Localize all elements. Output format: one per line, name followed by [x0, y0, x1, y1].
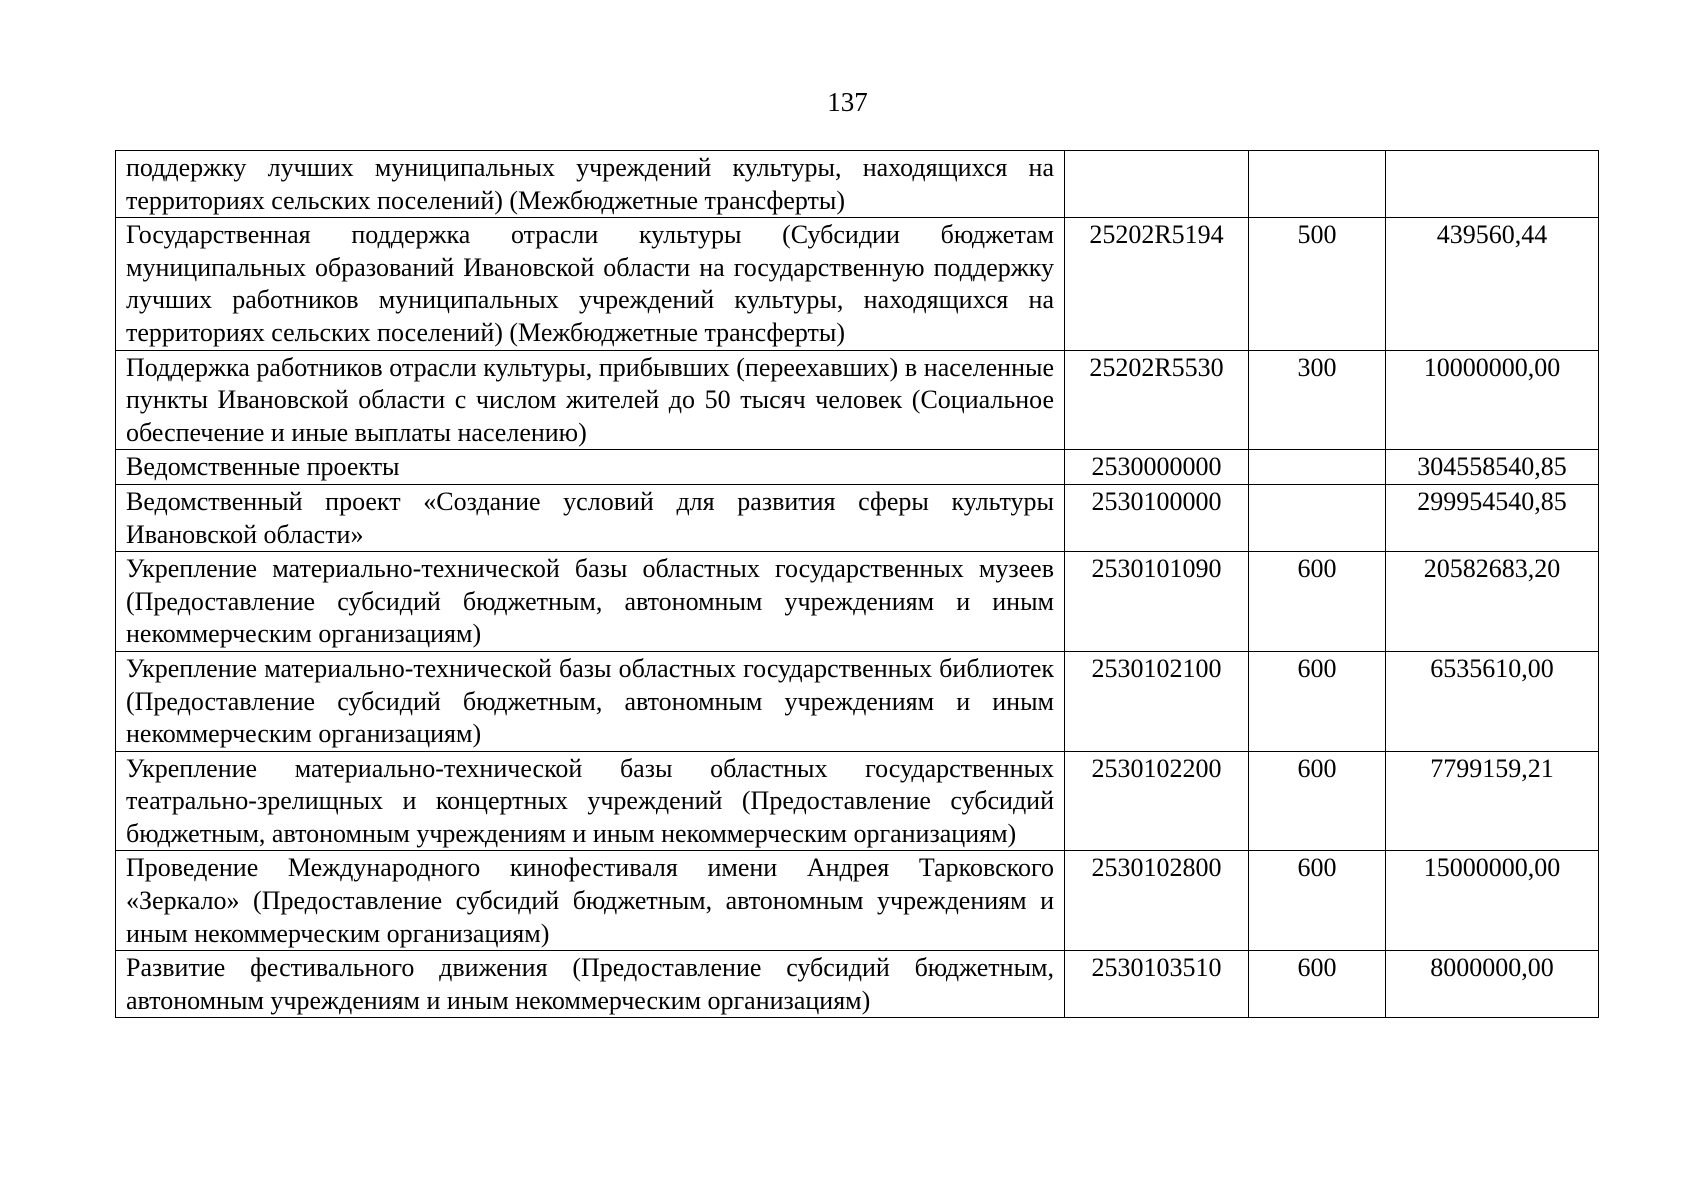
row-sum-cell: 7799159,21 — [1386, 751, 1599, 851]
row-name-cell: Государственная поддержка отрасли культуры (Субсидии бюджетам муниципальных образований Ивановской области на государственную поддержку лучших работников муниципальных учреждений культуры, находящихся на территориях сельских поселений) (Межбюджетные трансферты) — [116, 218, 1065, 350]
table-row — [116, 751, 1599, 851]
row-name-cell: поддержку лучших муниципальных учреждений культуры, находящихся на территориях сельских поселений) (Межбюджетные трансферты) — [116, 151, 1065, 218]
table-row — [116, 450, 1599, 485]
row-code-cell: 2530102200 — [1065, 751, 1249, 851]
row-sum-cell: 15000000,00 — [1386, 851, 1599, 951]
row-kind-cell — [1249, 450, 1386, 485]
page-number: 137 — [827, 87, 868, 117]
table-row — [116, 552, 1599, 652]
row-sum-cell — [1386, 151, 1599, 218]
row-kind-cell: 600 — [1249, 751, 1386, 851]
row-name-cell: Укрепление материально-технической базы областных государственных музеев (Предоставление субсидий бюджетным, автономным учреждениям и иным некоммерческим организациям) — [116, 552, 1065, 652]
budget-table — [115, 150, 1599, 1018]
row-code-cell: 25202R5530 — [1065, 350, 1249, 450]
table-row — [116, 350, 1599, 450]
row-code-cell: 2530100000 — [1065, 484, 1249, 551]
row-code-cell: 2530102800 — [1065, 851, 1249, 951]
row-name-cell: Поддержка работников отрасли культуры, прибывших (переехавших) в населенные пункты Ивановской области с числом жителей до 50 тысяч человек (Социальное обеспечение и иные выплаты населению) — [116, 350, 1065, 450]
table-row — [116, 151, 1599, 218]
table-row — [116, 951, 1599, 1018]
row-sum-cell: 299954540,85 — [1386, 484, 1599, 551]
row-sum-cell: 439560,44 — [1386, 218, 1599, 350]
table-row — [116, 651, 1599, 751]
row-code-cell: 2530103510 — [1065, 951, 1249, 1018]
row-code-cell: 2530102100 — [1065, 651, 1249, 751]
row-name-cell: Укрепление материально-технической базы областных государственных библиотек (Предоставление субсидий бюджетным, автономным учреждениям и иным некоммерческим организациям) — [116, 651, 1065, 751]
table-row — [116, 851, 1599, 951]
row-sum-cell: 10000000,00 — [1386, 350, 1599, 450]
row-code-cell: 2530101090 — [1065, 552, 1249, 652]
row-sum-cell: 8000000,00 — [1386, 951, 1599, 1018]
table-row — [116, 218, 1599, 350]
row-kind-cell: 500 — [1249, 218, 1386, 350]
row-kind-cell: 300 — [1249, 350, 1386, 450]
row-name-cell: Развитие фестивального движения (Предоставление субсидий бюджетным, автономным учреждениям и иным некоммерческим организациям) — [116, 951, 1065, 1018]
row-code-cell: 25202R5194 — [1065, 218, 1249, 350]
row-name-cell: Ведомственный проект «Создание условий для развития сферы культуры Ивановской области» — [116, 484, 1065, 551]
row-kind-cell — [1249, 151, 1386, 218]
row-name-cell: Ведомственные проекты — [116, 450, 1065, 485]
row-code-cell: 2530000000 — [1065, 450, 1249, 485]
row-kind-cell: 600 — [1249, 552, 1386, 652]
row-kind-cell: 600 — [1249, 951, 1386, 1018]
row-kind-cell: 600 — [1249, 651, 1386, 751]
table-row — [116, 484, 1599, 551]
row-name-cell: Укрепление материально-технической базы областных государственных театрально-зрелищных и концертных учреждений (Предоставление субсидий бюджетным, автономным учреждениям и иным некоммерческим организациям) — [116, 751, 1065, 851]
row-sum-cell: 20582683,20 — [1386, 552, 1599, 652]
row-kind-cell: 600 — [1249, 851, 1386, 951]
row-code-cell — [1065, 151, 1249, 218]
row-kind-cell — [1249, 484, 1386, 551]
row-name-cell: Проведение Международного кинофестиваля имени Андрея Тарковского «Зеркало» (Предоставление субсидий бюджетным, автономным учреждениям и иным некоммерческим организациям) — [116, 851, 1065, 951]
row-sum-cell: 6535610,00 — [1386, 651, 1599, 751]
row-sum-cell: 304558540,85 — [1386, 450, 1599, 485]
